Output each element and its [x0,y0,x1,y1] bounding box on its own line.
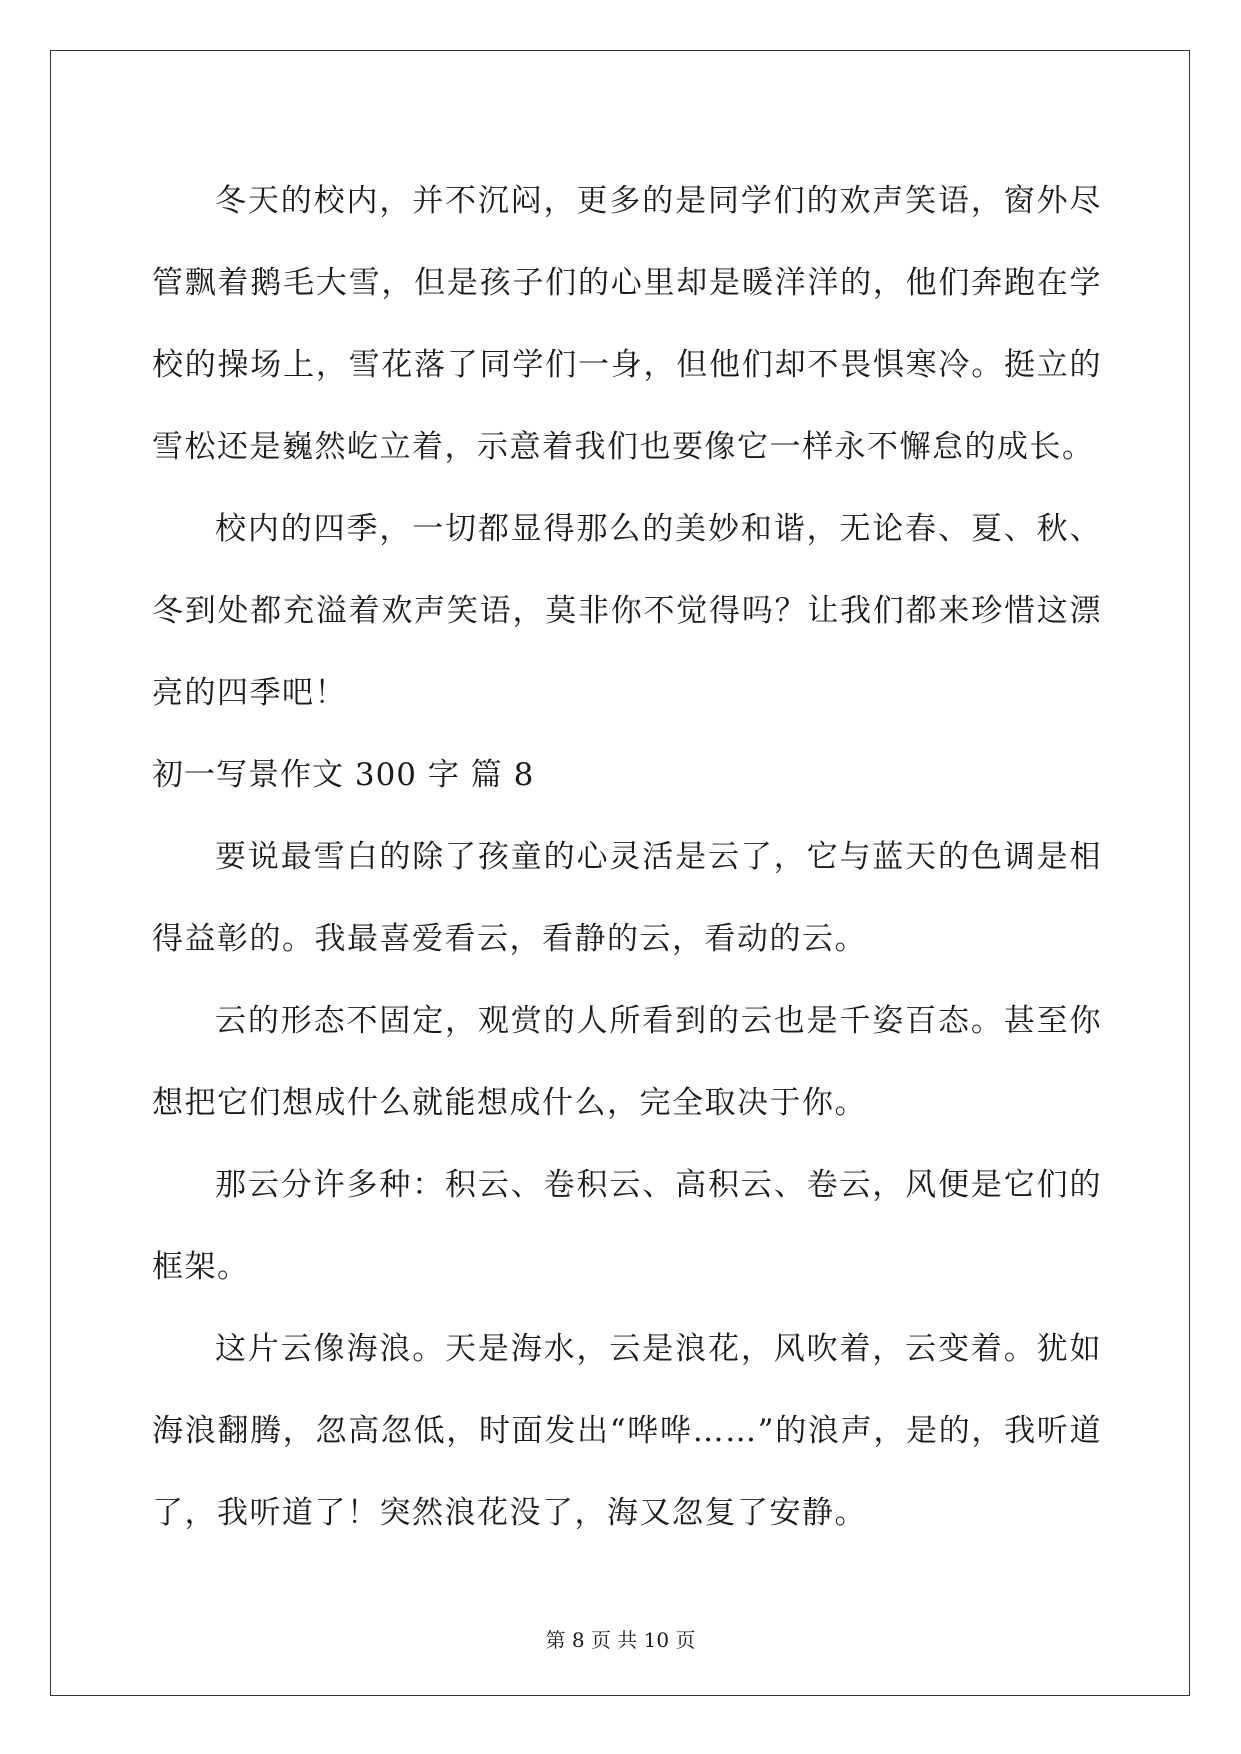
paragraph-four-seasons: 校内的四季，一切都显得那么的美妙和谐，无论春、夏、秋、冬到处都充溢着欢声笑语，莫非你不觉得吗？让我们都来珍惜这漂亮的四季吧！ [152,511,1102,711]
page-number-footer: 第 8 页 共 10 页 [545,1628,696,1652]
paragraph-sea-waves: 这片云像海浪。天是海水，云是浪花，风吹着，云变着。犹如海浪翻腾，忽高忽低，时面发出“哗哗……”的浪声，是的，我听道了，我听道了！突然浪花没了，海又忽复了安静。 [152,1331,1102,1531]
paragraph-cloud-shapes: 云的形态不固定，观赏的人所看到的云也是千姿百态。甚至你想把它们想成什么就能想成什么，完全取决于你。 [152,1003,1102,1121]
document-body [152,160,1102,1554]
paragraph-cloud-types: 那云分许多种：积云、卷积云、高积云、卷云，风便是它们的框架。 [152,1167,1102,1285]
paragraph-white-clouds: 要说最雪白的除了孩童的心灵活是云了，它与蓝天的色调是相得益彰的。我最喜爱看云，看静的云，看动的云。 [152,839,1102,957]
paragraph-winter: 冬天的校内，并不沉闷，更多的是同学们的欢声笑语，窗外尽管飘着鹅毛大雪，但是孩子们的心里却是暖洋洋的，他们奔跑在学校的操场上，雪花落了同学们一身，但他们却不畏惧寒冷。挺立的雪松还是巍然屹立着，示意着我们也要像它一样永不懈怠的成长。 [152,183,1102,465]
section-heading: 初一写景作文 300 字 篇 8 [152,757,535,793]
